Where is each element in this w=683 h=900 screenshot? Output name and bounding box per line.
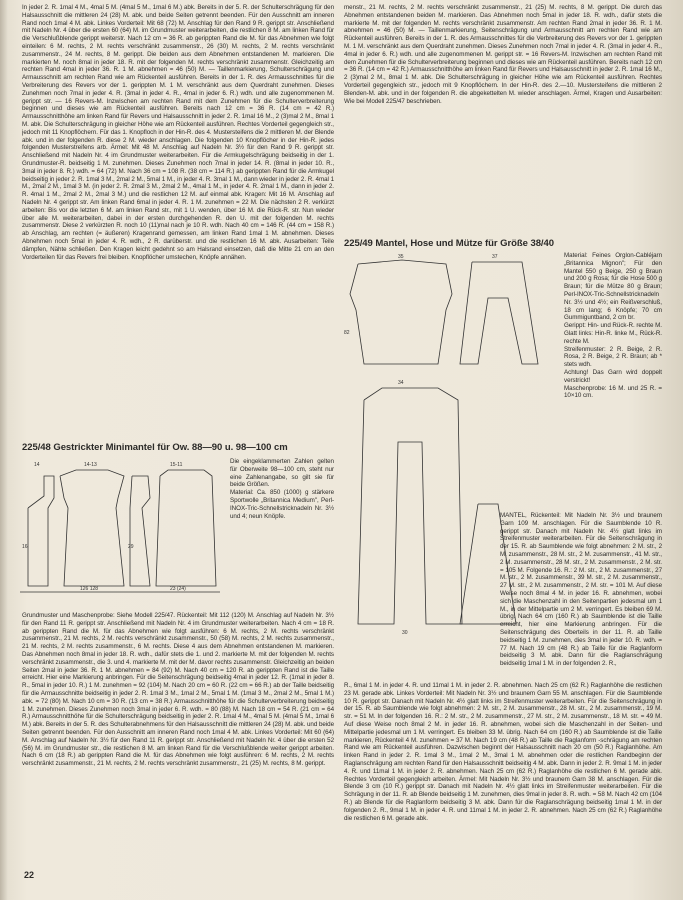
achtung-text: Achtung! Das Garn wird doppelt verstrickt! (564, 368, 662, 384)
pattern-label: 34 (398, 380, 404, 386)
pattern-label: 23 (24) (170, 586, 186, 592)
right-top-text: menstr., 21 M. rechts, 2 M. rechts verschränkt zusammenstr., 21 (25) M. rechts, 8 M. gerippt. Die durch das Abnehmen entstandenen beiden M. markieren. Das Abnehmen noch 5mal in jeder 18. R. wdh., dafür stets die markierte M. mit der folgenden M. rechts verschränkt zusammenstr. Am rechten Rand 2mal in jeder 36. R. 1 M. abnehmen = 46 (50) M. — Taillenmarkierung, Seitenschrägung und Armausschnitt am rechten Rand wie am Rückenteil ausführen. Bereits in der 1. R. des Armausschnittes für die Verbreiterung des Revers vor der 1. gerippten M. 1 M. verschränkt aus dem Querdraht zunehmen. Dieses Zunehmen noch 7mal in jeder 4. R. (3mal in jeder 4. R., 4mal in jeder 6. R.) wdh. und alle zugenommenen M. gerippt str. = 16 Revers-M. Inzwischen am rechten Rand mit dem Zunehmen für die Schulterverbreiterung beginnen und dieses wie am Rückenteil ausführen. Bereits nach 12 cm = 36 R. (14 cm = 42 R.) Armausschnitthöhe am linken Rand für Revers und Halsausschnitt in jeder 2. R. 1mal 16 M., 2 (3)mal 2 M., 8mal 1 M. abk. Die Schulterschrägung in gleicher Höhe wie am Rückenteil ausführen. Rechtes Vorderteil gegengleich str., jedoch mit 9 Knopflöchern. In der Hin-R. des 2.—10. Mustersteifens die mittleren 2 Blenden-M. abk. und in der folgenden R. die abgekettelten M. wieder anschlagen. Ärmel, Kragen und Ausarbeiten: Wie bei Modell 225/47 beschrieben. (344, 4, 662, 105)
maschenprobe-text: Maschenprobe: 16 M. und 25 R. = 10×10 cm. (564, 384, 662, 400)
streifen-text: Streifenmuster: 2 R. Beige, 2 R. Rosa, 2 R. Beige, 2 R. Braun; ab * stets wdh. (564, 345, 662, 369)
right-column-top (344, 4, 662, 234)
gerippt-text: Gerippt: Hin- und Rück-R. rechte M. (564, 322, 662, 330)
section-225-49-heading (344, 238, 664, 249)
section-225-48-intro-text: Die eingeklammerten Zahlen gelten für Oberweite 98—100 cm, steht nur eine Zahlenangabe, so gilt sie für beide Größen. (230, 458, 334, 489)
glatt-text: Glatt links: Hin-R. linke M., Rück-R. rechte M. (564, 329, 662, 345)
pattern-label: 37 (492, 254, 498, 260)
pattern-label: 29 (128, 544, 134, 550)
section-225-48-material: Material: Ca. 850 (1000) g stärkere Sportwolle „Britannica Medium", Perl-INOX-Tric-Schnellstricknadeln Nr. 3½ und 4; neun Knöpfe. (230, 489, 334, 520)
section-225-49-bottom (344, 682, 662, 880)
left-top-text: In jeder 2. R. 1mal 4 M., 4mal 5 M. (4mal 5 M., 1mal 6 M.) abk. Bereits in der 5. R. der Schulterschrägung für den Halsausschnitt die mittleren 24 (28) M. abk. und beide Seiten getrennt beenden. Für den Ausschnitt am inneren Rand noch 1mal 4 M. abk. Linkes Vorderteil: Mit 68 (72) M. Anschlag für den Rand 9 R. gerippt str. Anschließend mit Nadeln Nr. 4 über die ersten 60 (64) M. im Grundmuster weiterarbeiten, die restlichen 8 M. am linken Rand für die Verschlußblende gerippt weiterstr. Nach 12 cm = 36 R. ab gerippten Rand die M. für das Abnehmen wie folgt einteilen: 6 M. rechts, 2 M. rechts verschränkt zusammenstr., 26 (30) M. rechts, 2 M. rechts verschränkt zusammenstr., 24 M. rechts, 8 M. gerippt. Die beiden aus dem Abnehmen entstandenen M. markieren. Die markierten M. noch 8mal in jeder 18. R. mit der folgenden M. rechts verschränkt zusammenstr. Gleichzeitig am rechten Rand 4mal in jeder 36. R. 1 M. abnehmen = 46 (50) M. — Taillenmarkierung, Schulterschrägung und Armausschnitt am rechten Rand wie am Rückenteil ausführen. Bereits in der 1. R. des Armausschnittes für die Verbreiterung des Revers vor der 1. gerippten M. 1 M. verschränkt aus dem Querdraht zunehmen. Dieses Zunehmen noch 7mal in jeder 4. R. (3mal in jeder 4. R., 4mal in jeder 6. R.) wdh. und alle zugenommenen M. gerippt str. — 16 Revers-M. Inzwischen am rechten Rand mit dem Zunehmen für die Schulterverbreiterung beginnen und dieses wie am Rückenteil ausführen. Bereits nach 12 cm = 36 R. (14 cm = 42 R.) Armausschnitthöhe am linken Rand für Revers und Halsausschnitt in jeder 2. R. 1mal 16 M., 2 (3)mal 2 M., 8mal 1 M. abk. Die Schulterschrägung in gleicher Höhe wie am Rückenteil ausführen. Rechtes Vorderteil gegengleich str., jedoch mit 11 Knopflöchern. Für das 1. Knopfloch in der Hin-R. des 4. Mustersteifens die 2 mittleren M. der Blende abk. und in der folgenden R. diese 2 M. wieder anschlagen. Die folgenden 10 Knopflöcher in der Hin-R. jedes folgenden Musterstreifens arb. Ärmel: Mit 48 M. Anschlag auf Nadeln Nr. 3½ für den Rand 9 R. gerippt str. Anschließend mit Nadeln Nr. 4 im Grundmuster weiterarbeiten. Für die Armkugelschrägung beidseitig in der 1. Grundmuster-R. beidseitig 1 M. zunehmen. Dieses Zunehmen noch 7mal in jeder 14. R. (8mal in jeder 10. R., 3mal in jeder 8. R.) wdh. = 64 (72) M. Nach 36 cm = 108 R. (38 cm = 114 R.) ab gerippten Rand für die Armkugel beidseitig in jeder 2. R. 1mal 3 M., 2mal 2 M., 5mal 1 M., in jeder 4. R. 3mal 1 M., dann wieder in jeder 2. R. 4mal 1 M., 2mal 2 M., 1mal 3 M. (in jeder 2. R. 2mal 3 M., 2mal 2 M., 4mal 1 M., in jeder 4. R. 2mal 1 M., dann in jeder 2. R. 4mal 1 M., 2mal 2 M., 2mal 3 M.) und die restlichen 12 M. auf einmal abk. Kragen: Mit 16 M. Anschlag auf Nadeln Nr. 4 gerippt str. Am linken Rand 6mal in jeder 4. R. 1 M. zunehmen = 22 M. Die nächsten 2 R. verkürzt arbeiten: Bis vor die letzten 6 M. am linken Rand str., mit 1 U. wenden, über 16 M. die Rück-R. str. Nun wieder über alle M. weiterarbeiten, dabei in der ersten durchgehenden R. den U. mit der folgenden M. rechts zusammenstr. Diese 2 verkürzten R. noch 10 (11)mal nach je 10 R. wdh. Nach 40 cm = 146 R. (44 cm = 158 R.) ab Anschlag, am rechten (= äußeren) Kragenrand gemessen, am linken Rand 1mal 1 M. abnehmen. Dieses Abnehmen noch 5mal in jeder 4. R. wdh., 2 R. darüberstr. und die restlichen 16 M. abk. Ausarbeiten: Teile dämpfen, Nähte schließen. Den Kragen leicht gedehnt so am Halsrand einsetzen, daß die Mitte 21 cm an den Vorderteilen für das Revers frei bleiben. Knopflöcher umstechen, Knöpfe annähen. (22, 4, 334, 261)
pattern-label: 82 (344, 330, 350, 336)
section-225-48 (22, 440, 332, 456)
pattern-label: 16 (22, 544, 28, 550)
section-225-48-heading (22, 442, 332, 453)
section-225-49-title: Mantel, Hose und Mütze für Größe 38/40 (375, 238, 554, 249)
section-225-49-ruecken (500, 512, 662, 680)
material-text: Material: Feines Orglon-Cabléjarn „Britannica Mignon"; Für den Mantel 550 g Beige, 250 g Braun und 200 g Rosa; für die Hose 500 g Braun; für die Mütze 80 g Braun; Perl-INOX-Tric-Schnellstricknadeln Nr. 3½ und 4½; ein Reißverschluß, 18 cm lang; 6 Knöpfe; 70 cm Gummiguntband, 2 cm br. (564, 252, 662, 322)
pattern-label: 30 (402, 630, 408, 636)
pattern-label: 14-13 (84, 462, 97, 468)
page-number: 22 (24, 870, 35, 880)
section-225-48-body (22, 612, 334, 870)
section-225-48-intro (230, 458, 334, 610)
bottom-text: R., 6mal 1 M. in jeder 4. R. und 11mal 1 M. in jeder 2. R. abnehmen. Nach 25 cm (62 R.) Raglanhöhe die restlichen 23 M. gerade abk. Linkes Vorderteil: Mit Nadeln Nr. 3½ und braunem Garn 55 M. anschlagen. Für die Saumblende 10 R. gerippt str. Danach mit Nadeln Nr. 4½ glatt links im Streifenmuster weiterarbeiten. Für die Seitenschrägung in der 15. R. ab Saumblende wie folgt abnehmen: 2 M. str., 2 M. zusammenstr., 28 M. str., 2 M. zusammenstr., 19 M. str. = 51 M. In der folgenden 16. R.: 2 M. str., 2 M. zusammenstr., 27 M. str., 2 M. zusammenstr., 18 M. str. = 49 M. Auf diese Weise noch 8mal 2 M. in jeder 16. R. abnehmen, wobei sich die Maschenzahl in der Seiten- und Mittelpartie jedesmal um 1 M. verringert. Es bleiben 33 M. übrig. Nach 64 cm (160 R.) ab Saumblende ist die Taille markieren, Rückenteil 4 M. zunehmen = 37 M. Nach 19 cm (48 R.) ab Taille die Raglanform -schrägung am rechten Rand wie am Rückenteil ausführen. Dazwischen beginnt der Halsausschnitt nach 20 cm (50 R.) Raglanhöhe. Am linken Rand in jeder 2. R. 1mal 3 M., 1mal 2 M., 3mal 1 M. abnehmen oder die restlichen Randbeginn der Raglanschrägung am rechten Rand für den Halsausschnitt beidseitig 4 M. abk. Dann in jeder 2. R. 9mal 1 M. in jeder 4. R. und 11mal 1 M. in jeder 2. R. abnehmen. Nach 25 cm (62 R.) Raglanhöhe die restlichen 6 M. gerade abk. Rechtes Vorderteil gegengleich arbeiten. Ärmel: Mit Nadeln Nr. 3½ und braunem Garn 38 M. anschlagen. Für die Blende 3 cm (10 R.) gerippt str. Danach mit Nadeln Nr. 4½ glatt links im Streifenmuster weiterarbeiten. Für die Schrägung in der 11. R. ab Blende beidseitig 1 M. zunehmen, dies 9mal in jeder 8. R. wdh. = 58 M. Nach 42 cm (104 R.) ab Blende für die Raglanform beidseitig 3 M. abk. Dann für die Raglanschrägung beidseitig 1mal 1 M. in der folgenden 2. R., 9mal 1 M. in jeder 4. R. und 11mal 1 M. in jeder 2. R. abnehmen. Nach 25 cm (62 R.) Raglanhöhe die restlichen 6 M. gerade abk. (344, 682, 662, 822)
section-225-49-number: 225/49 (344, 238, 373, 249)
pattern-label: 14 (34, 462, 40, 468)
pattern-label: 15-11 (170, 462, 183, 468)
pattern-label: 126 128 (80, 586, 99, 592)
section-225-48-body-text: Grundmuster und Maschenprobe: Siehe Modell 225/47. Rückenteil: Mit 112 (120) M. Anschlag auf Nadeln Nr. 3½ für den Rand 11 R. gerippt str. Anschließend mit Nadeln Nr. 4 im Grundmuster weiterarbeiten. Nach 4 cm = 18 R. ab gerippten Rand die M. für das Abnehmen wie folgt ausführen: 6 M. rechts, 2 M. rechts verschränkt zusammenstr., 21 M. rechts, 2 M. rechts verschränkt zusammenstr., 50 (58) M. rechts, 2 M. rechts zusammenstr., 21 M. rechts, 2 M. rechts zusammenstr., 6 M. rechts. Diese 4 aus dem Abnehmen entstandenen M. markieren. Das Abnehmen noch 8mal in jeder 18. R. wdh., dafür stets die 1. und 2. markierte M. mit der folgenden M. rechts verschränkt zusammenstr., die 3. und 4. markierte M. mit der M. davor rechts zusammenstr. Gleichzeitig an beiden Seiten 2mal in jeder 36. R. 1 M. abnehmen = 84 (92) M. Nach 40 cm = 120 R. ab gerippten Rand ist die Taille erreicht. Hier eine Markierung anbringen. Für die Seitenschrägung beidseitig 4mal in jeder 12. R. (1mal in jeder 8. R., 5mal in jeder 10. R.) 1 M. zunehmen = 92 (104) M. Nach 20 cm = 60 R. (22 cm = 66 R.) ab der Taille beidseitig für die Armausschnitte beidseitig in jeder 2. R. 1mal 3 M., 1mal 2 M., 5mal 1 M. (1mal 3 M., 2mal 2 M., 5mal 1 M.) abk. = 72 (80) M. Nach 10 cm = 30 R. (13 cm = 38 R.) Armausschnitthöhe für die Schulterverbreiterung beidseitig 1 M. zunehmen. Dieses Zunehmen noch 3mal in jeder 6. R. wdh. = 80 (88) M. Nach 18 cm = 54 R. (21 cm = 64 R.) Armausschnitthöhe für die Schulterschrägung beidseitig in jeder 2. R. 1mal 4 M., 4mal 5 M. (4mal 5 M., 1mal 6 M.) abk. Bereits in der 5. R. des Schulterabnehmens für den Halsausschnitt die mittleren 24 (28) M. abk. und beide Seiten getrennt beenden. Für den Ausschnitt am inneren Rand noch 1mal 4 M. abk. Linkes Vorderteil: Mit 60 (64) M. Anschlag auf Nadeln Nr. 3½ für den Rand 11 R. gerippt str. Anschließend mit Nadeln Nr. 4 über die ersten 52 (56) M. im Grundmuster str., die restlichen 8 M. am linken Rand für die Verschlußblende weiter gerippt arbeiten. Nach 6 cm (18 R.) ab gerippten Rand die M. für das Abnehmen wie folgt ausführen: 6 M. rechts, 2 M. rechts verschränkt zusammenstr., 21 M. rechts, 2 M. rechts verschränkt zusammenstr., 21 (25) M. rechts, 8 M. gerippt. (22, 612, 334, 768)
left-column-top (22, 4, 334, 436)
section-225-48-title: Gestrickter Minimantel für Ow. 88—90 u. 98—100 cm (53, 442, 288, 453)
pattern-label: 35 (398, 254, 404, 260)
pattern-schematic-225-48 (20, 458, 225, 596)
section-225-49 (344, 236, 664, 252)
page-binding (0, 0, 8, 900)
section-225-48-number: 225/48 (22, 442, 51, 453)
ruecken-text: MANTEL, Rückenteil: Mit Nadeln Nr. 3½ und braunem Garn 109 M. anschlagen. Für die Saumblende 10 R. gerippt str. Danach mit Nadeln Nr. 4½ glatt links im Streifenmuster weiterarbeiten. Für die Seitenschrägung in der 15. R. ab Saumblende wie folgt abnehmen: 2 M. str., 2 M. zusammenstr., 28 M. str., 2 M. zusammenstr., 41 M. str., 2 M. zusammenstr., 28 M. str., 2 M. zusammenstr., 2 M. str. = 105 M. Folgende 16. R.: 2 M. str., 2 M. zusammenstr., 27 M. str., 2 M. zusammenstr., 39 M. str., 2 M. zusammenstr., 27 M. str., 2 M. zusammenstr., 2 M. str. = 101 M. Auf diese Weise noch 8mal 4 M. in jeder 16. R. abnehmen, wobei sich die Maschenzahl in den Seitenpartien jedesmal um 1 M., in der Mittelpartie um 2 M. verringert. Es bleiben 69 M. übrig. Nach 64 cm (160 R.) ab Saumblende ist die Taille erreicht, hier eine Markierung anbringen. Für die Seitenschrägung des Oberteils in der 11. R. ab Taille beidseitig 1 M. zunehmen, dies 3mal in jeder 10. R. wdh. = 77 M. Nach 19 cm (48 R.) ab Taille für die Raglanform beidseitig 3 M. abk. Dann für die Raglanschrägung beidseitig 1mal 1 M. in der folgenden 2. R., (500, 512, 662, 668)
section-225-49-material (564, 252, 662, 510)
